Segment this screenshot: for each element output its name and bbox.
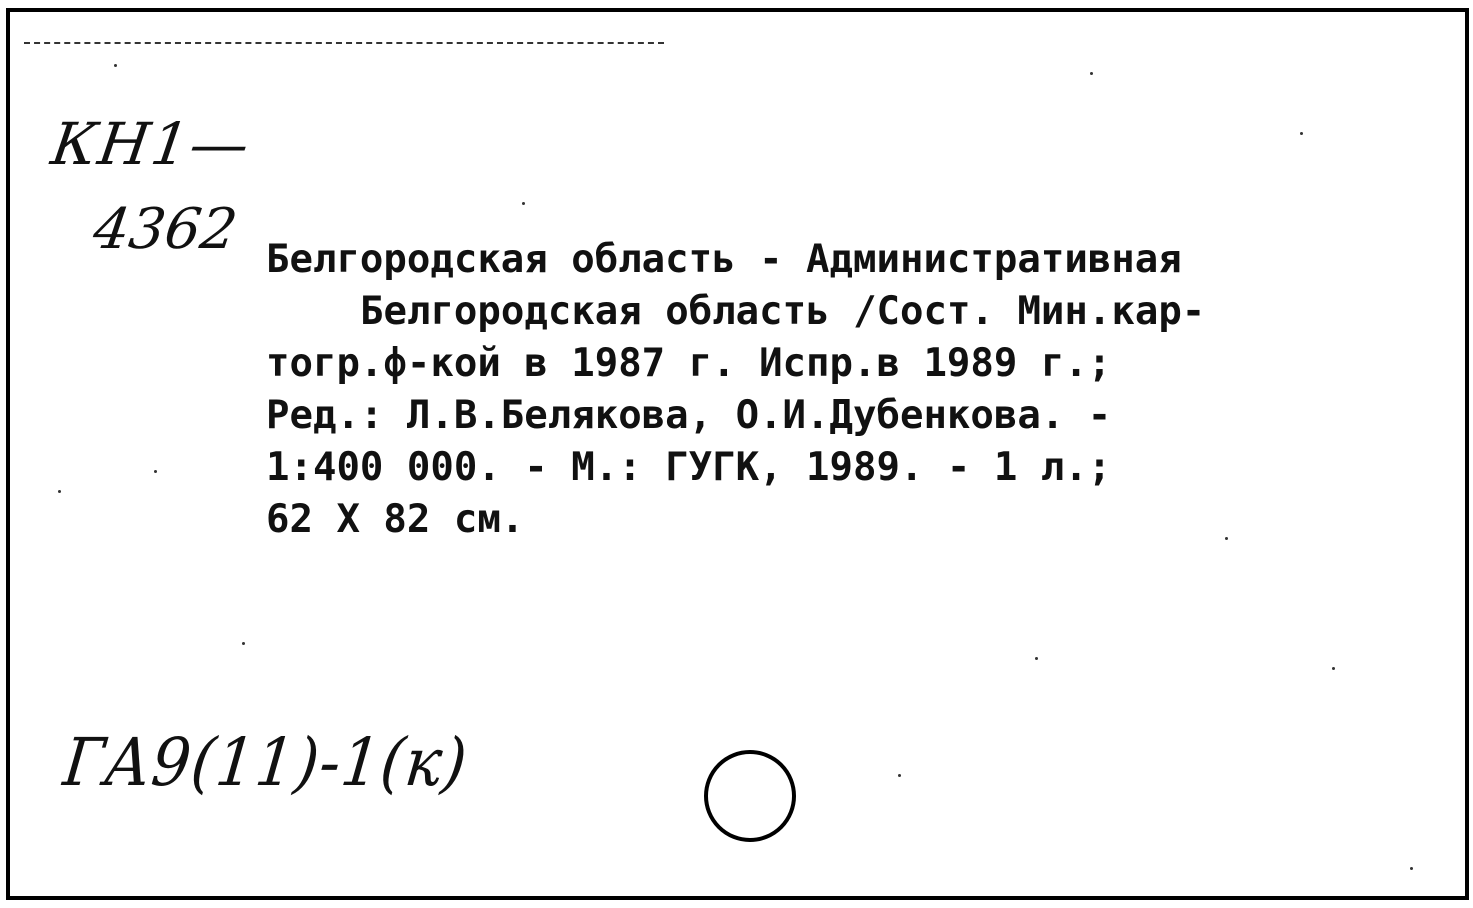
scan-speck bbox=[1332, 667, 1335, 670]
scan-speck bbox=[1300, 132, 1303, 135]
scan-speck bbox=[154, 470, 157, 473]
classification-code: ГА9(11)-1(к) bbox=[59, 724, 472, 801]
scan-speck bbox=[898, 774, 901, 777]
scan-speck bbox=[1035, 657, 1038, 660]
scan-speck bbox=[1225, 537, 1228, 540]
entry-line: тогр.ф-кой в 1987 г. Испр.в 1989 г.; bbox=[266, 341, 1112, 386]
entry-line: Белгородская область /Сост. Мин.кар- bbox=[360, 289, 1206, 334]
catalog-card bbox=[6, 8, 1469, 900]
scan-speck bbox=[58, 490, 61, 493]
punch-hole-icon bbox=[704, 750, 796, 842]
shelf-mark-line-1: КН1— bbox=[47, 110, 256, 178]
shelf-mark-line-2: 4362 bbox=[89, 197, 242, 262]
scan-speck bbox=[114, 64, 117, 67]
top-ruled-line bbox=[24, 42, 664, 44]
entry-line: Ред.: Л.В.Белякова, О.И.Дубенкова. - bbox=[266, 393, 1112, 438]
bibliographic-entry bbox=[266, 234, 1461, 546]
entry-line: Белгородская область - Административная bbox=[266, 237, 1182, 282]
entry-line: 62 Х 82 см. bbox=[266, 497, 525, 542]
entry-line: 1:400 000. - М.: ГУГК, 1989. - 1 л.; bbox=[266, 445, 1112, 490]
scan-speck bbox=[1410, 867, 1413, 870]
scan-speck bbox=[1090, 72, 1093, 75]
scan-speck bbox=[242, 642, 245, 645]
scan-speck bbox=[522, 202, 525, 205]
